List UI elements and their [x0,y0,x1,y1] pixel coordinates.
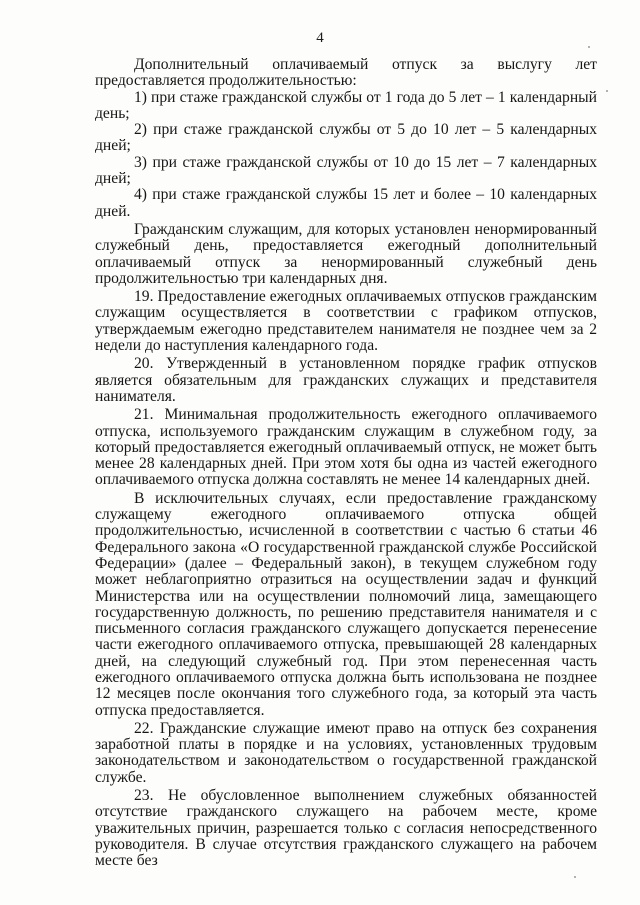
paragraph-clause-21: 21. Минимальная продолжительность ежегодного оплачиваемого отпуска, используемого гражданским служащим в служебном году, за который предоставляется ежегодный оплачиваемый отпуск, не может быть менее 28 календарных дней. При этом хотя бы одна из частей ежегодного оплачиваемого отпуска должна составлять не менее 14 календарных дней. [95,406,597,489]
document-body [95,57,597,870]
paragraph-seniority-item-4: 4) при стаже гражданской службы 15 лет и более – 10 календарных дней. [95,186,597,220]
paragraph-leave-seniority-intro: Дополнительный оплачиваемый отпуск за выслугу лет предоставляется продолжительностью: [95,56,597,90]
scan-speck [574,876,576,878]
paragraph-clause-20: 20. Утвержденный в установленном порядке график отпусков является обязательным для гражданских служащих и представителя нанимателя. [95,355,597,405]
paragraph-seniority-item-3: 3) при стаже гражданской службы от 10 до 15 лет – 7 календарных дней; [95,153,597,188]
scan-speck [606,90,608,92]
scan-speck [588,46,590,48]
paragraph-clause-23: 23. Не обусловленное выполнением служебных обязанностей отсутствие гражданского служащего на рабочем месте, кроме уважительных причин, разрешается только с согласия непосредственного руководителя. В случае отсутствия гражданского служащего на рабочем месте без [95,787,597,870]
paragraph-exceptional-cases: В исключительных случаях, если предоставление гражданскому служащему ежегодного оплачиваемого отпуска общей продолжительностью, исчисленной в соответствии с частью 6 статьи 46 Федерального закона «О государственной гражданской службе Российской Федерации» (далее – Федеральный закон), в текущем служебном году может неблагоприятно отразиться на осуществлении задач и функций Министерства или на осуществлении полномочий лица, замещающего государственную должность, по решению представителя нанимателя и с письменного согласия гражданского служащего допускается перенесение части ежегодного оплачиваемого отпуска, превышающей 28 календарных дней, на следующий служебный год. При этом перенесенная часть ежегодного оплачиваемого отпуска должна быть использована не позднее 12 месяцев после окончания того служебного года, за который эта часть отпуска предоставляется. [95,489,597,719]
paragraph-clause-22: 22. Гражданские служащие имеют право на отпуск без сохранения заработной платы в порядке и на условиях, установленных трудовым законодательством и законодательством о государственной гражданской службе. [95,719,597,786]
page-number: 4 [316,30,324,46]
paragraph-irregular-day-leave: Гражданским служащим, для которых установлен ненормированный служебный день, предоставляется ежегодный дополнительный оплачиваемый отпуск за ненормированный служебный день продолжительностью три календарных дня. [95,220,597,287]
paragraph-clause-19: 19. Предоставление ежегодных оплачиваемых отпусков гражданским служащим осуществляется в соответствии с графиком отпусков, утверждаемым ежегодно представителем нанимателя не позднее чем за 2 недели до наступления календарного года. [95,288,597,355]
paragraph-seniority-item-1: 1) при стаже гражданской службы от 1 года до 5 лет – 1 календарный день; [95,88,597,122]
paragraph-seniority-item-2: 2) при стаже гражданской службы от 5 до 10 лет – 5 календарных дней; [95,121,597,155]
